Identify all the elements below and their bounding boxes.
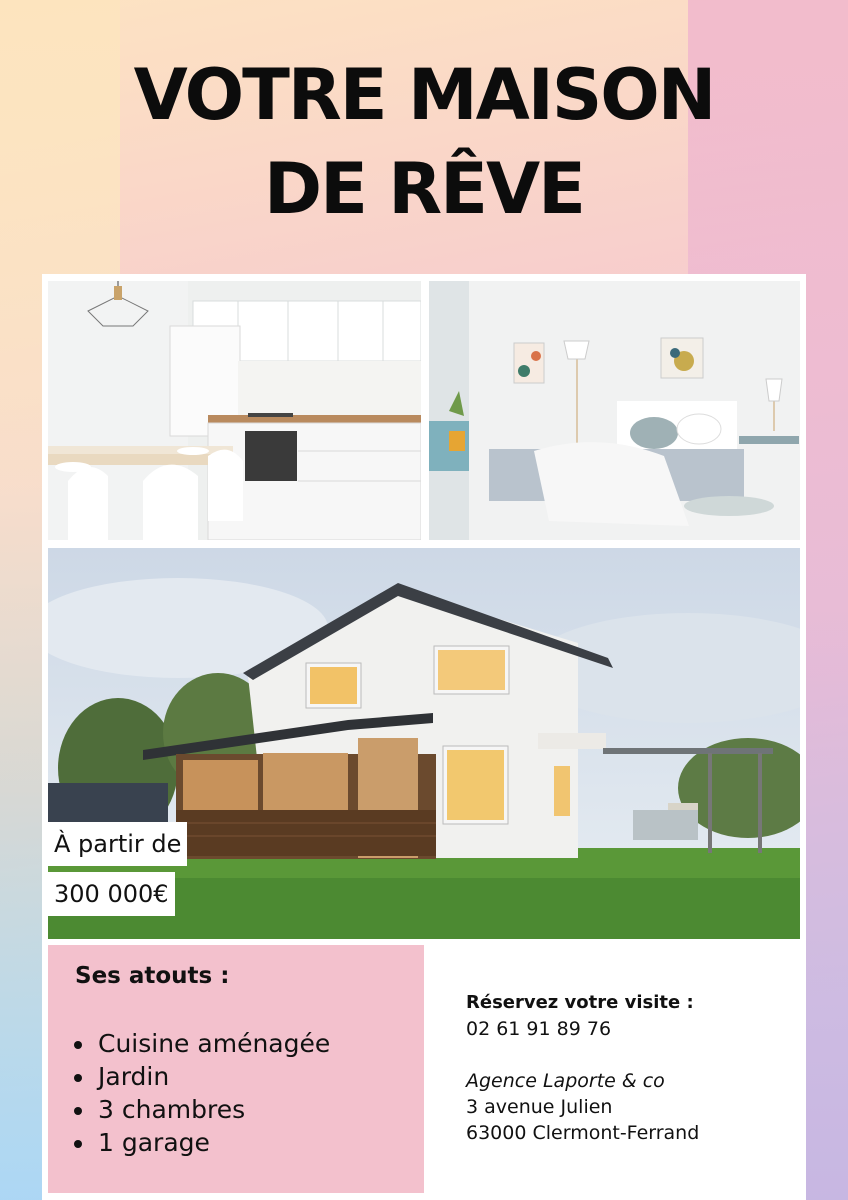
list-item: • 3 chambres (96, 1093, 330, 1126)
agency-city: 63000 Clermont-Ferrand (466, 1122, 700, 1144)
features-panel (48, 945, 424, 1193)
phone-number[interactable]: 02 61 91 89 76 (466, 1018, 612, 1040)
features-list (74, 1027, 330, 1159)
title-line-1: VOTRE MAISON (133, 54, 715, 136)
list-item: • Cuisine aménagée (96, 1027, 330, 1060)
kitchen-photo (48, 281, 421, 540)
page-title (0, 48, 848, 236)
agency-street: 3 avenue Julien (466, 1096, 613, 1118)
visit-cta: Réservez votre visite : (466, 992, 694, 1013)
price-amount: 300 000€ (48, 872, 175, 916)
agency-name: Agence Laporte & co (466, 1070, 665, 1092)
price-prefix: À partir de (48, 822, 187, 866)
contact-block (466, 990, 796, 1146)
features-heading: Ses atouts : (75, 963, 230, 989)
title-line-2: DE RÊVE (263, 148, 584, 230)
bedroom-photo (429, 281, 800, 540)
list-item: • Jardin (96, 1060, 330, 1093)
list-item: • 1 garage (96, 1126, 330, 1159)
